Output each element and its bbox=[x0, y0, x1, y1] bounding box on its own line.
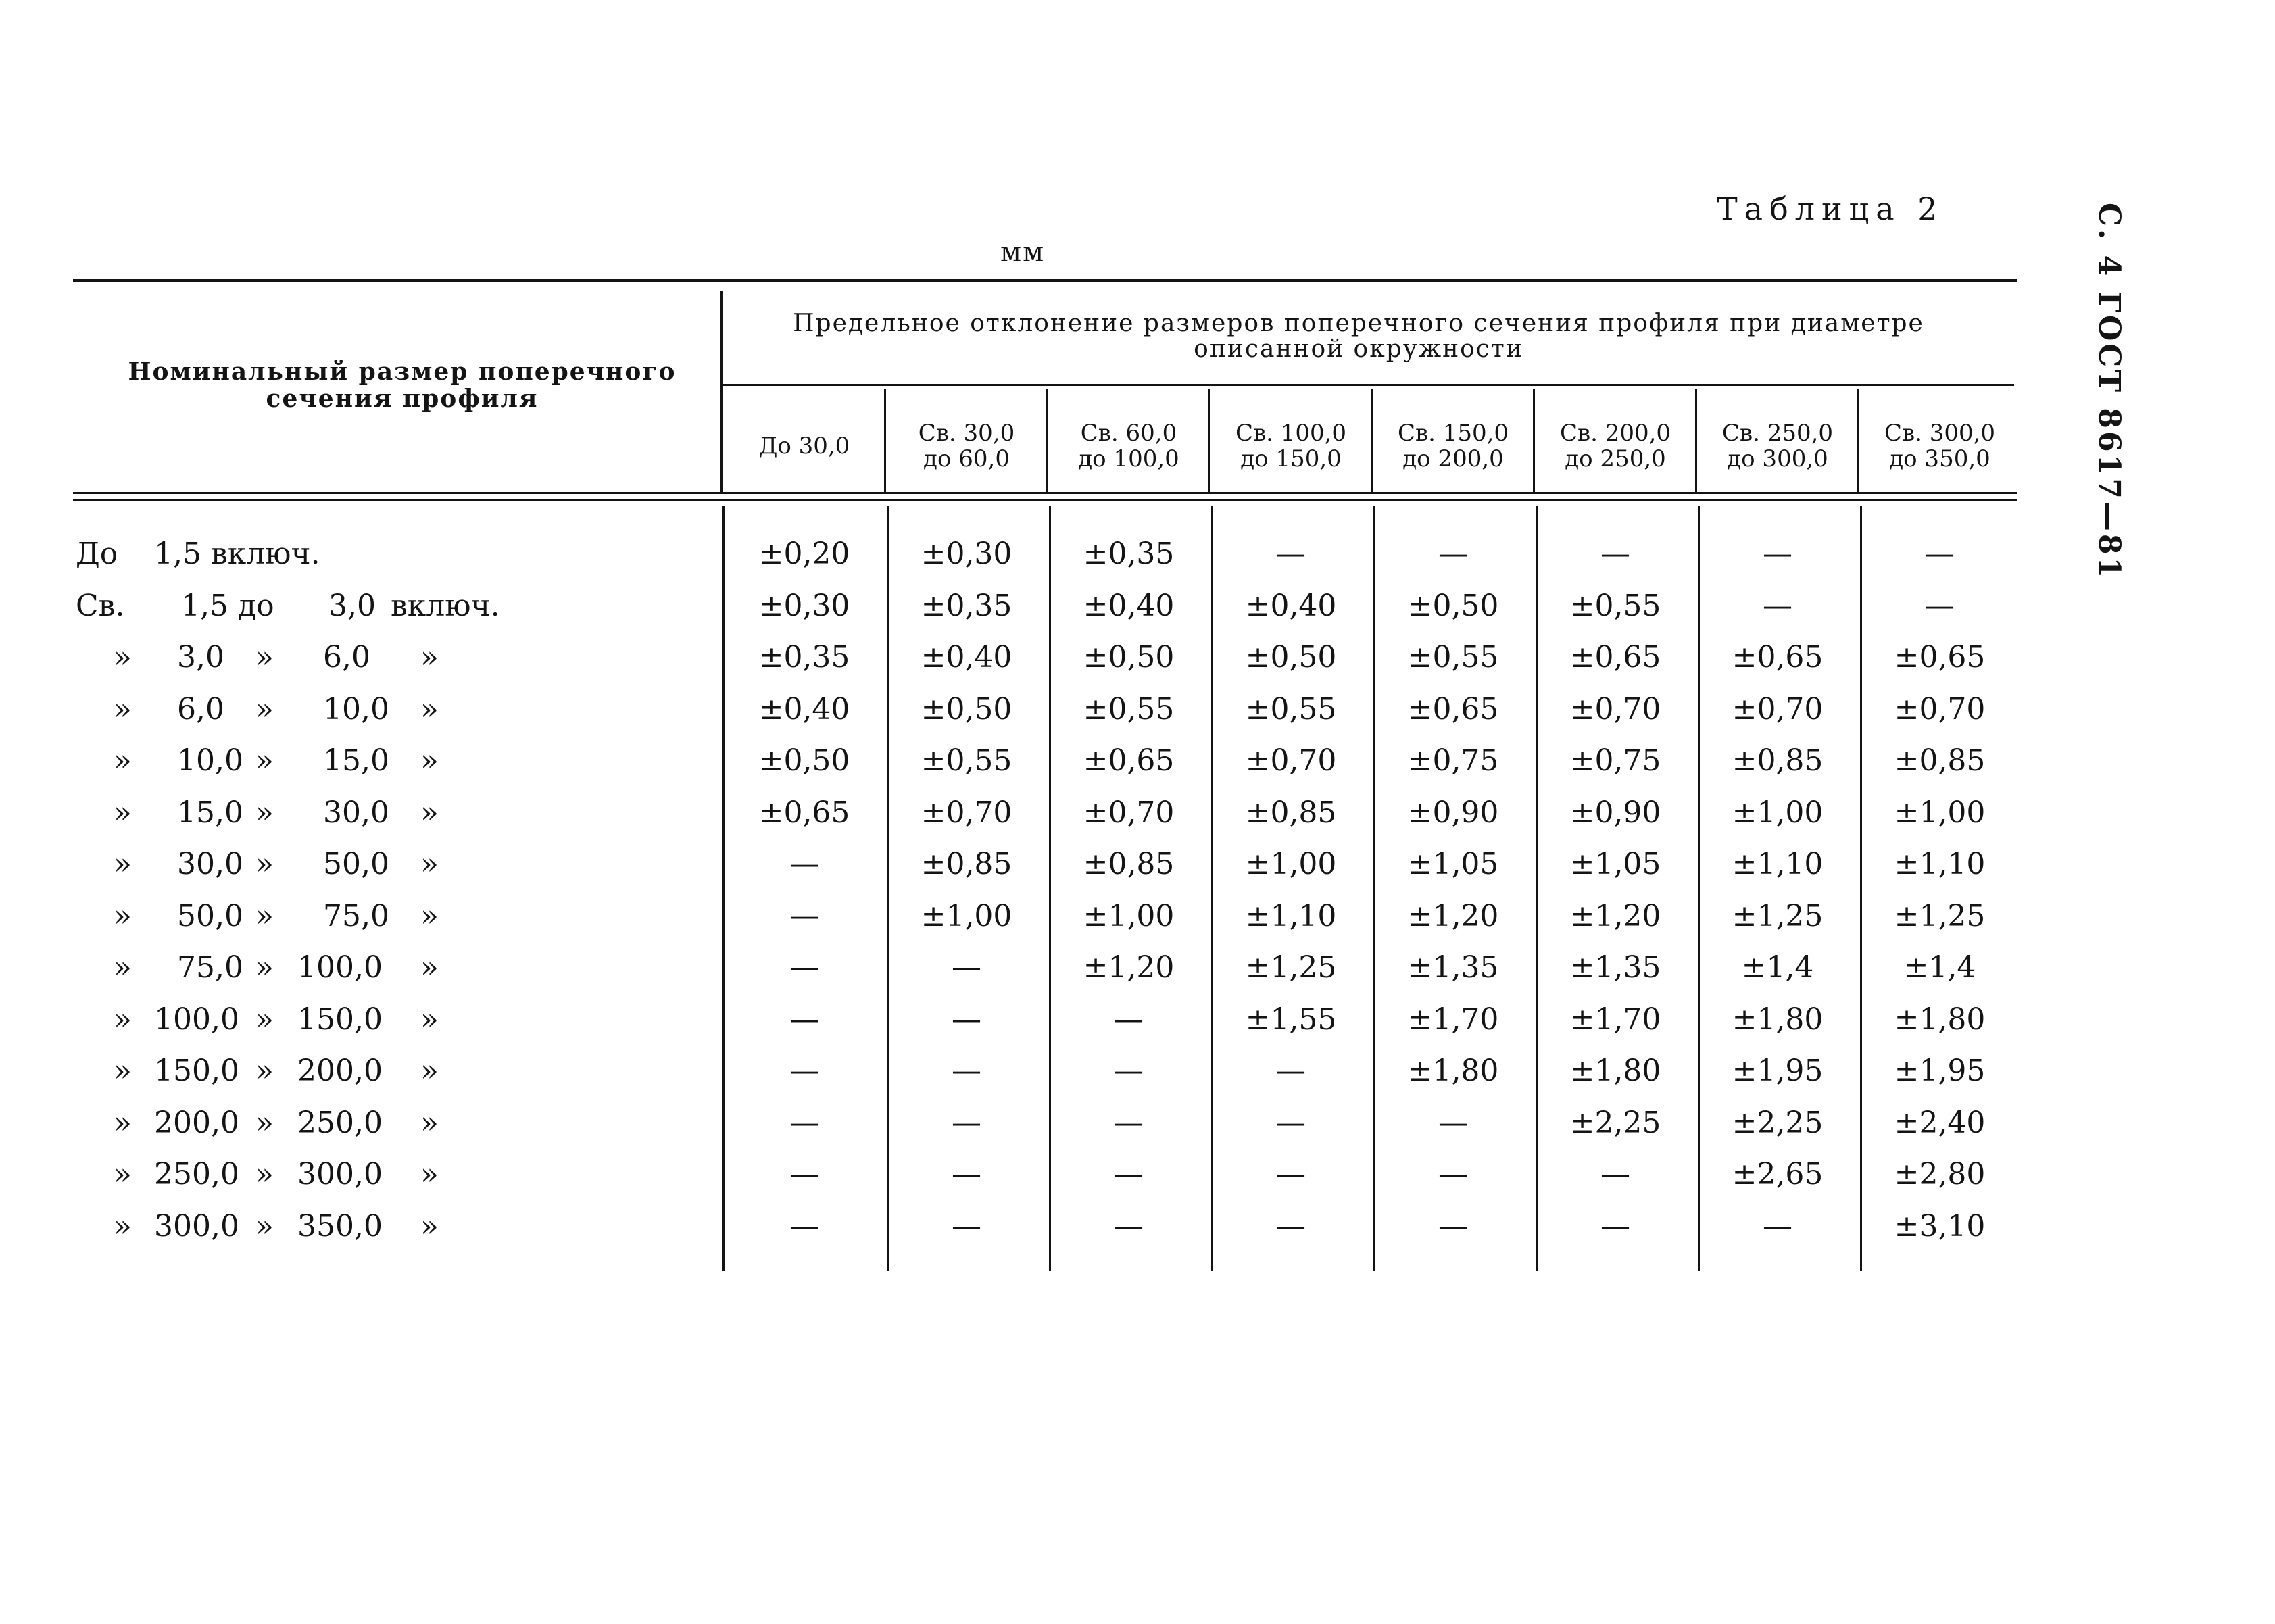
table-cell: ±1,95 bbox=[1732, 1054, 1824, 1088]
table-cell: — bbox=[1763, 588, 1792, 623]
row-from-size: 100,0 bbox=[154, 1002, 239, 1037]
row-label bbox=[0, 1000, 716, 1040]
row-end-word: » bbox=[420, 1054, 439, 1088]
table-cell: ±2,65 bbox=[1732, 1157, 1824, 1191]
table-cell: — bbox=[1114, 1208, 1144, 1244]
table-cell: ±0,85 bbox=[921, 847, 1012, 881]
table-cell: ±0,50 bbox=[758, 743, 850, 778]
table-cell: — bbox=[1114, 1002, 1144, 1037]
table-cell: ±0,65 bbox=[1407, 691, 1499, 727]
row-prefix: » bbox=[114, 898, 132, 933]
row-to-size: 15,0 bbox=[323, 743, 389, 778]
table-cell: ±0,70 bbox=[921, 795, 1012, 830]
row-mid-word: » bbox=[255, 950, 274, 985]
table-cell: — bbox=[1276, 1208, 1306, 1244]
table-cell: ±0,65 bbox=[1569, 640, 1661, 674]
table-cell: ±1,05 bbox=[1407, 847, 1499, 881]
row-mid-word: » bbox=[255, 795, 274, 830]
row-from-size: 6,0 bbox=[177, 691, 224, 727]
table-cell: — bbox=[952, 950, 981, 985]
table-cell: ±2,80 bbox=[1894, 1157, 1986, 1191]
row-to-size: 350,0 bbox=[297, 1208, 383, 1244]
table-cell: ±0,75 bbox=[1407, 743, 1499, 778]
row-prefix: » bbox=[114, 1002, 132, 1037]
table-cell: — bbox=[789, 1157, 819, 1191]
page-side-label: С. 4 ГОСТ 8617—81 bbox=[2092, 203, 2126, 581]
table-cell: ±0,20 bbox=[758, 537, 850, 571]
table-cell: ±0,50 bbox=[1407, 588, 1499, 623]
table-cell: ±1,25 bbox=[1732, 898, 1824, 933]
table-cell: — bbox=[1276, 537, 1306, 571]
row-mid-word: » bbox=[255, 1002, 274, 1037]
table-cell: ±1,25 bbox=[1245, 950, 1337, 985]
table-cell: — bbox=[952, 1157, 981, 1191]
table-cell: ±0,75 bbox=[1569, 743, 1661, 778]
row-end-word: » bbox=[420, 795, 439, 830]
column-header: Св. 150,0 до 200,0 bbox=[1397, 420, 1509, 472]
row-from-size: 10,0 bbox=[177, 743, 243, 778]
table-cell: — bbox=[1276, 1054, 1306, 1088]
row-prefix: » bbox=[114, 847, 132, 881]
table-cell: ±1,10 bbox=[1894, 847, 1986, 881]
row-from-size: 250,0 bbox=[154, 1157, 239, 1191]
row-prefix: До bbox=[76, 537, 118, 571]
row-from-size: 15,0 bbox=[177, 795, 243, 830]
table-cell: ±0,55 bbox=[921, 743, 1012, 778]
table-cell: ±1,80 bbox=[1894, 1002, 1986, 1037]
row-to-size: 50,0 bbox=[323, 847, 389, 881]
table-cell: ±1,55 bbox=[1245, 1002, 1337, 1037]
row-mid-word: до bbox=[238, 588, 274, 623]
table-cell: — bbox=[789, 1054, 819, 1088]
table-cell: ±0,65 bbox=[1894, 640, 1986, 674]
row-to-size: 100,0 bbox=[297, 950, 383, 985]
table-cell: — bbox=[952, 1208, 981, 1244]
row-prefix: » bbox=[114, 795, 132, 830]
table-cell: ±0,50 bbox=[1245, 640, 1337, 674]
row-prefix: » bbox=[114, 640, 132, 674]
row-label bbox=[0, 741, 716, 781]
table-cell: ±1,70 bbox=[1569, 1002, 1661, 1037]
units-label: мм bbox=[1000, 237, 1046, 268]
header-group-rule bbox=[722, 384, 2014, 386]
table-cell: ±0,65 bbox=[1083, 743, 1175, 778]
table-cell: ±1,05 bbox=[1569, 847, 1661, 881]
table-cell: ±0,55 bbox=[1569, 588, 1661, 623]
row-label bbox=[0, 948, 716, 988]
table-cell: — bbox=[1114, 1157, 1144, 1191]
row-end-word: » bbox=[420, 950, 439, 985]
table-cell: ±1,00 bbox=[1083, 898, 1175, 933]
table-cell: ±0,30 bbox=[921, 537, 1012, 571]
row-to-size: 200,0 bbox=[297, 1054, 383, 1088]
column-header: Св. 300,0 до 350,0 bbox=[1884, 420, 1996, 472]
table-cell: ±1,20 bbox=[1569, 898, 1661, 933]
row-mid-word: » bbox=[255, 1157, 274, 1191]
row-from-size: 75,0 bbox=[177, 950, 243, 985]
table-cell: ±0,70 bbox=[1245, 743, 1337, 778]
table-cell: ±0,65 bbox=[1732, 640, 1824, 674]
table-cell: ±1,4 bbox=[1903, 950, 1976, 985]
table-cell: ±0,70 bbox=[1894, 691, 1986, 727]
row-from-size: 200,0 bbox=[154, 1105, 239, 1140]
row-from-size: 150,0 bbox=[154, 1054, 239, 1088]
row-mid-word: » bbox=[255, 743, 274, 778]
row-end-word: включ. bbox=[391, 588, 500, 623]
row-end-word: » bbox=[420, 640, 439, 674]
table-cell: ±0,85 bbox=[1245, 795, 1337, 830]
table-cell: — bbox=[1600, 1157, 1630, 1191]
table-cell: ±0,70 bbox=[1083, 795, 1175, 830]
row-end-word: » bbox=[420, 898, 439, 933]
row-prefix: » bbox=[114, 743, 132, 778]
row-prefix: » bbox=[114, 1105, 132, 1140]
table-cell: ±1,00 bbox=[921, 898, 1012, 933]
table-cell: ±0,85 bbox=[1083, 847, 1175, 881]
table-cell: — bbox=[1438, 537, 1468, 571]
table-cell: ±0,55 bbox=[1407, 640, 1499, 674]
row-mid-word: » bbox=[255, 640, 274, 674]
table-cell: — bbox=[1276, 1157, 1306, 1191]
table-cell: ±0,55 bbox=[1083, 691, 1175, 727]
row-mid-word: » bbox=[255, 847, 274, 881]
table-cell: — bbox=[1763, 1208, 1792, 1244]
table-cell: — bbox=[1114, 1105, 1144, 1140]
row-end-word: » bbox=[420, 1105, 439, 1140]
row-from-size: 1,5 bbox=[181, 588, 228, 623]
row-to-size: 150,0 bbox=[297, 1002, 383, 1037]
row-prefix: » bbox=[114, 691, 132, 727]
row-from-size: 3,0 bbox=[177, 640, 224, 674]
table-cell: ±1,4 bbox=[1741, 950, 1814, 985]
column-header: Св. 200,0 до 250,0 bbox=[1559, 420, 1671, 472]
table-cell: ±1,10 bbox=[1245, 898, 1337, 933]
table-cell: ±0,40 bbox=[1083, 588, 1175, 623]
table-cell: ±0,40 bbox=[921, 640, 1012, 674]
column-header: Св. 250,0 до 300,0 bbox=[1721, 420, 1834, 472]
table-cell: ±0,35 bbox=[758, 640, 850, 674]
row-mid-word: » bbox=[255, 1105, 274, 1140]
row-label bbox=[0, 637, 716, 678]
table-cell: — bbox=[1925, 537, 1955, 571]
row-end-word: » bbox=[420, 847, 439, 881]
table-cell: ±2,25 bbox=[1569, 1105, 1661, 1140]
table-cell: ±0,35 bbox=[921, 588, 1012, 623]
column-header: До 30,0 bbox=[758, 433, 850, 460]
table-cell: ±0,65 bbox=[758, 795, 850, 830]
row-to-size: 75,0 bbox=[323, 898, 389, 933]
row-prefix: » bbox=[114, 1208, 132, 1244]
row-prefix: » bbox=[114, 1157, 132, 1191]
table-cell: ±1,80 bbox=[1569, 1054, 1661, 1088]
table-cell: ±0,35 bbox=[1083, 537, 1175, 571]
table-cell: ±0,90 bbox=[1407, 795, 1499, 830]
table-top-rule bbox=[73, 279, 2017, 282]
table-title: Таблица 2 bbox=[1717, 191, 1944, 227]
table-cell: — bbox=[789, 1002, 819, 1037]
row-end-word: » bbox=[420, 691, 439, 727]
table-cell: ±1,35 bbox=[1569, 950, 1661, 985]
row-end-word: » bbox=[420, 1002, 439, 1037]
table-cell: — bbox=[789, 950, 819, 985]
table-cell: ±1,10 bbox=[1732, 847, 1824, 881]
table-cell: — bbox=[1438, 1105, 1468, 1140]
table-cell: — bbox=[1600, 1208, 1630, 1244]
table-cell: — bbox=[789, 1208, 819, 1244]
table-cell: ±1,80 bbox=[1407, 1054, 1499, 1088]
row-label bbox=[0, 689, 716, 730]
table-cell: ±0,50 bbox=[1083, 640, 1175, 674]
row-from-size: 300,0 bbox=[154, 1208, 239, 1244]
table-cell: — bbox=[789, 847, 819, 881]
row-end-word: » bbox=[420, 743, 439, 778]
row-to-size: 300,0 bbox=[297, 1157, 383, 1191]
row-mid-word: » bbox=[255, 691, 274, 727]
table-cell: ±1,35 bbox=[1407, 950, 1499, 985]
row-end-word: » bbox=[420, 1208, 439, 1244]
table-cell: ±0,55 bbox=[1245, 691, 1337, 727]
table-cell: ±0,50 bbox=[921, 691, 1012, 727]
row-to-size: 10,0 bbox=[323, 691, 389, 727]
row-from-size: 50,0 bbox=[177, 898, 243, 933]
table-cell: — bbox=[1438, 1208, 1468, 1244]
table-cell: ±0,70 bbox=[1569, 691, 1661, 727]
table-cell: — bbox=[1276, 1105, 1306, 1140]
row-to-size: 6,0 bbox=[323, 640, 370, 674]
table-cell: ±0,85 bbox=[1732, 743, 1824, 778]
row-to-size: 30,0 bbox=[323, 795, 389, 830]
table-cell: ±0,70 bbox=[1732, 691, 1824, 727]
row-from-size: 1,5 включ. bbox=[154, 537, 320, 571]
header-bottom-rule-1 bbox=[73, 492, 2017, 494]
table-cell: — bbox=[952, 1105, 981, 1140]
row-from-size: 30,0 bbox=[177, 847, 243, 881]
column-header: Св. 60,0 до 100,0 bbox=[1078, 420, 1179, 472]
row-prefix: » bbox=[114, 950, 132, 985]
table-cell: ±1,95 bbox=[1894, 1054, 1986, 1088]
table-cell: ±3,10 bbox=[1894, 1208, 1986, 1244]
row-prefix: » bbox=[114, 1054, 132, 1088]
table-cell: ±2,40 bbox=[1894, 1105, 1986, 1140]
column-header: Св. 30,0 до 60,0 bbox=[918, 420, 1015, 472]
row-label bbox=[0, 793, 716, 833]
row-to-size: 250,0 bbox=[297, 1105, 383, 1140]
header-left-title: Номинальный размер поперечного сечения профиля bbox=[128, 358, 677, 413]
table-cell: ±0,85 bbox=[1894, 743, 1986, 778]
table-cell: ±1,00 bbox=[1732, 795, 1824, 830]
table-cell: ±1,80 bbox=[1732, 1002, 1824, 1037]
table-cell: ±1,25 bbox=[1894, 898, 1986, 933]
row-label bbox=[0, 844, 716, 885]
table-cell: ±1,00 bbox=[1894, 795, 1986, 830]
table-cell: — bbox=[952, 1002, 981, 1037]
table-cell: ±0,90 bbox=[1569, 795, 1661, 830]
table-cell: — bbox=[1925, 588, 1955, 623]
row-label bbox=[0, 586, 716, 626]
row-to-size: 3,0 bbox=[328, 588, 376, 623]
table-cell: — bbox=[789, 898, 819, 933]
table-cell: — bbox=[1438, 1157, 1468, 1191]
table-cell: ±0,40 bbox=[1245, 588, 1337, 623]
row-label bbox=[0, 1206, 716, 1247]
row-label bbox=[0, 896, 716, 937]
table-cell: ±0,40 bbox=[758, 691, 850, 727]
table-cell: ±1,00 bbox=[1245, 847, 1337, 881]
row-label bbox=[0, 1051, 716, 1091]
table-cell: — bbox=[789, 1105, 819, 1140]
row-end-word: » bbox=[420, 1157, 439, 1191]
row-prefix: Св. bbox=[76, 588, 125, 623]
table-cell: ±1,20 bbox=[1083, 950, 1175, 985]
row-label bbox=[0, 1103, 716, 1143]
row-label bbox=[0, 534, 716, 574]
table-cell: — bbox=[1114, 1054, 1144, 1088]
table-cell: ±1,70 bbox=[1407, 1002, 1499, 1037]
table-cell: — bbox=[1600, 537, 1630, 571]
row-mid-word: » bbox=[255, 1054, 274, 1088]
header-group-title: Предельное отклонение размеров поперечного сечения профиля при диаметре описанной окружности bbox=[793, 310, 1924, 363]
column-header: Св. 100,0 до 150,0 bbox=[1235, 420, 1347, 472]
row-mid-word: » bbox=[255, 1208, 274, 1244]
table-cell: — bbox=[1763, 537, 1792, 571]
table-cell: — bbox=[952, 1054, 981, 1088]
table-cell: ±2,25 bbox=[1732, 1105, 1824, 1140]
table-cell: ±1,20 bbox=[1407, 898, 1499, 933]
table-cell: ±0,30 bbox=[758, 588, 850, 623]
header-bottom-rule-2 bbox=[73, 499, 2017, 501]
row-mid-word: » bbox=[255, 898, 274, 933]
row-label bbox=[0, 1154, 716, 1195]
